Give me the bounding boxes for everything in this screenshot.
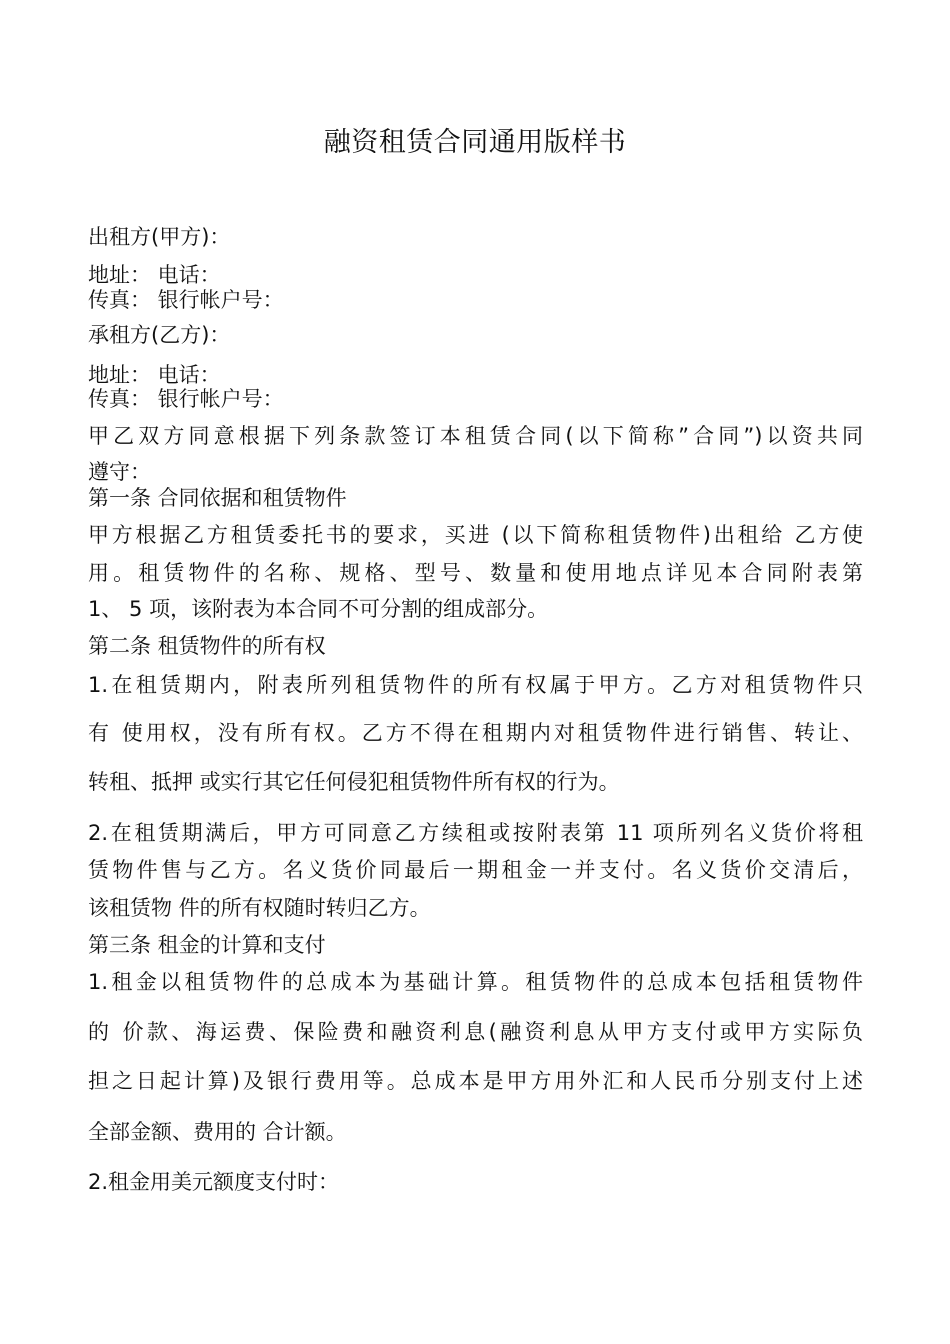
article-3-clause-1-line-1: 1.租金以租赁物件的总成本为基础计算。租赁物件的总成本包括租赁物件	[88, 970, 863, 994]
lessor-label: 出租方(甲方)：	[88, 225, 231, 249]
article-3-clause-2-line-1: 2.租金用美元额度支付时：	[88, 1170, 340, 1194]
article-3-clause-1-line-2: 的 价款、海运费、保险费和融资利息(融资利息从甲方支付或甲方实际负	[88, 1020, 863, 1044]
preamble-line-1: 甲乙双方同意根据下列条款签订本租赁合同(以下简称”合同”)以资共同	[88, 424, 863, 448]
article-3-heading: 第三条 租金的计算和支付	[88, 933, 326, 957]
article-2-clause-2-line-3: 该租赁物 件的所有权随时转归乙方。	[88, 896, 431, 920]
article-2-clause-2-line-1: 2.在租赁期满后，甲方可同意乙方续租或按附表第 11 项所列名义货价将租	[88, 821, 863, 845]
lessee-label: 承租方(乙方)：	[88, 323, 231, 347]
document-title: 融资租赁合同通用版样书	[323, 127, 627, 158]
lessor-address-line: 地址： 电话：	[88, 263, 221, 287]
article-1-line-2: 用。租赁物件的名称、规格、型号、数量和使用地点详见本合同附表第	[88, 561, 863, 585]
preamble-line-2: 遵守：	[88, 460, 151, 484]
article-2-clause-2-line-2: 赁物件售与乙方。名义货价同最后一期租金一并支付。名义货价交清后，	[88, 858, 863, 882]
article-2-heading: 第二条 租赁物件的所有权	[88, 634, 326, 658]
article-3-clause-1-line-4: 全部金额、费用的 合计额。	[88, 1120, 347, 1144]
lessor-fax-line: 传真： 银行帐户号：	[88, 288, 284, 312]
lessee-fax-line: 传真： 银行帐户号：	[88, 387, 284, 411]
article-2-clause-1-line-2: 有 使用权，没有所有权。乙方不得在租期内对租赁物件进行销售、转让、	[88, 721, 863, 745]
article-2-clause-1-line-3: 转租、抵押 或实行其它任何侵犯租赁物件所有权的行为。	[88, 770, 620, 794]
article-2-clause-1-line-1: 1.在租赁期内，附表所列租赁物件的所有权属于甲方。乙方对租赁物件只	[88, 673, 863, 697]
article-1-heading: 第一条 合同依据和租赁物件	[88, 486, 347, 510]
article-3-clause-1-line-3: 担之日起计算)及银行费用等。总成本是甲方用外汇和人民币分别支付上述	[88, 1069, 863, 1093]
article-1-line-3: 1、 5 项，该附表为本合同不可分割的组成部分。	[88, 597, 549, 621]
lessee-address-line: 地址： 电话：	[88, 363, 221, 387]
article-1-line-1: 甲方根据乙方租赁委托书的要求，买进 (以下简称租赁物件)出租给 乙方使	[88, 523, 863, 547]
